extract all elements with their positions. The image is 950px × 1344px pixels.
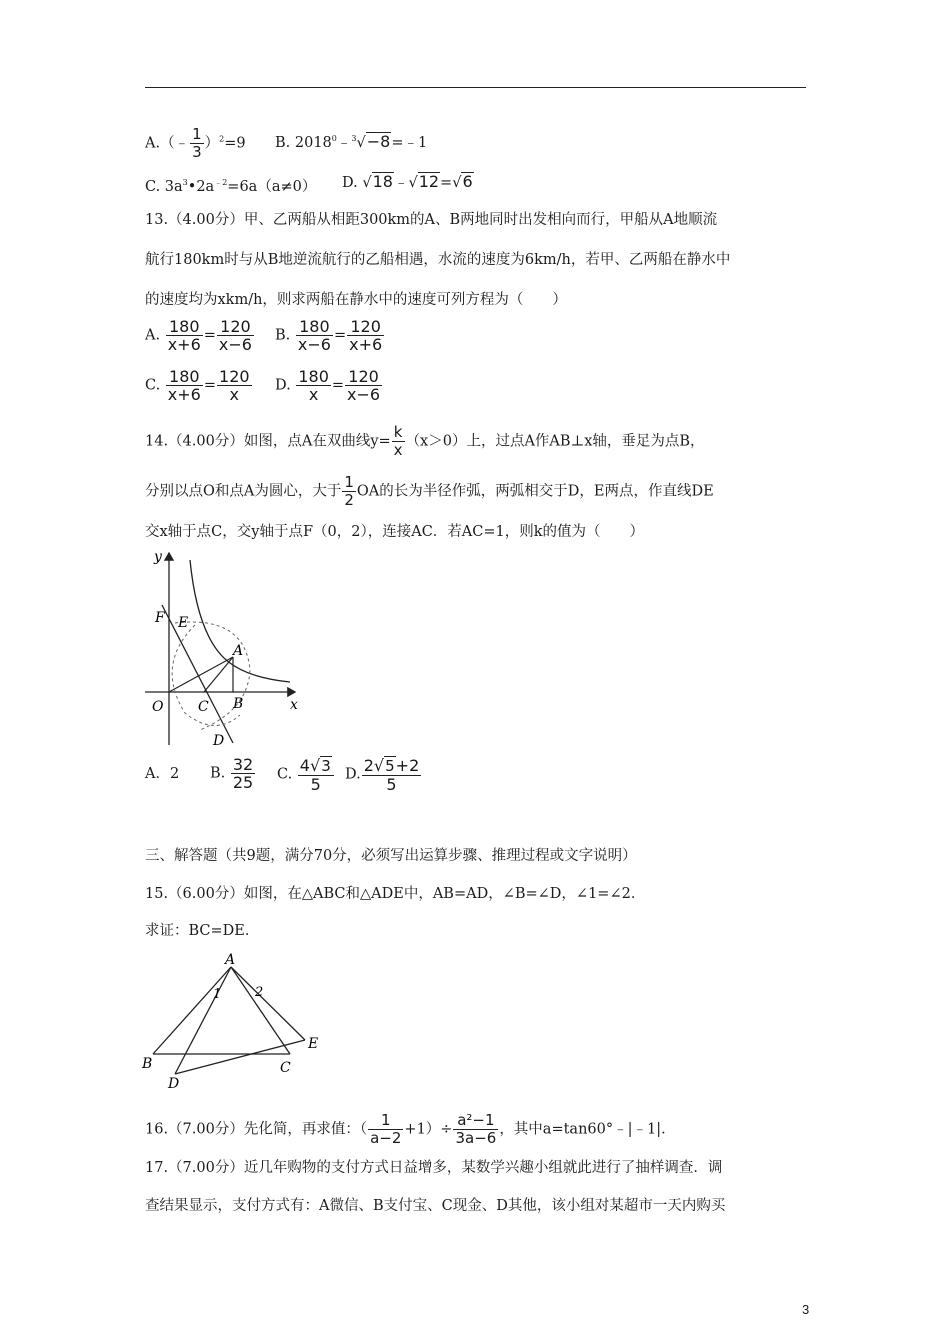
segment-ac [231,967,290,1054]
q14-line1: 14.（4.00分）如图，点A在双曲线y= $\frac{k}{x}$ （x＞0）上，过点A作AB⊥x轴，垂足为点B， [145,423,705,459]
label-a: A [233,643,244,659]
q17-line2: 查结果显示，支付方式有：A微信、B支付宝、C现金、D其他，该小组对某超市一天内购买 [145,1198,726,1214]
q13-option-a: A. $\frac{180}{x+6}$ = $\frac{120}{x-6}$ [145,317,252,354]
label-b: B [142,1056,153,1072]
label-angle-1: 1 [213,987,222,1002]
q12-option-a: A.（﹣ $\frac{1}{3}$ ）$^2$=9 [145,125,246,161]
q13-line1: 13.（4.00分）甲、乙两船从相距300km的A、B两地同时出发相向而行，甲船从A地顺流 [145,212,718,228]
hyperbola-curve [190,560,290,682]
q14-option-c: C. $\frac{4√3}{5}$ [277,756,335,793]
q14-option-d: D. $\frac{2√5+2}{5}$ [345,756,420,794]
segment-ae [231,967,305,1040]
label-e: E [178,615,189,631]
q14-figure [140,545,310,750]
q14-option-a: A．2 [145,766,180,782]
page-number: 3 [802,1302,810,1317]
q13-line2: 航行180km时与从B地逆流航行的乙船相遇，水流的速度为6km/h，若甲、乙两船在静水中 [145,252,731,268]
section-3-title: 三、解答题（共9题，满分70分，必须写出运算步骤、推理过程或文字说明） [145,848,637,864]
q15-figure [140,950,330,1090]
label-o: O [152,699,164,715]
label-c: C [280,1060,291,1076]
q14-line2: 分别以点O和点A为圆心，大于 $\frac{1}{2}$ OA的长为半径作弧，两弧相交于D，E两点，作直线DE [145,473,714,509]
label-d: D [213,733,225,749]
label-y: y [154,549,162,565]
label-f: F [155,610,165,626]
q12-option-c: C. $3a^3•2a^{﹣2}=6a(a\ne 0)$ [145,178,317,195]
q17-line1: 17.（7.00分）近几年购物的支付方式日益增多，某数学兴趣小组就此进行了抽样调查．调 [145,1160,723,1176]
label-a: A [225,952,236,968]
q13-option-c: C. $\frac{180}{x+6}$ = $\frac{120}{x}$ [145,367,250,404]
line-de [162,605,233,743]
label-d: D [168,1076,180,1090]
q14-line3: 交x轴于点C，交y轴于点F（0，2），连接AC．若AC=1，则k的值为（ ） [145,524,645,540]
q13-option-d: D. $\frac{180}{x}$ = $\frac{120}{x-6}$ [275,367,381,404]
segment-oa [169,657,233,692]
q12-option-d: D. √18﹣√12=√6 [342,172,473,191]
label-angle-2: 2 [255,985,264,1000]
q15-line1: 15.（6.00分）如图，在△ABC和△ADE中，AB=AD，∠B=∠D，∠1=∠2． [145,886,646,902]
q14-option-b: B. $\frac{32}{25}$ [210,755,254,792]
q15-line2: 求证：BC=DE． [145,923,260,939]
q13-line3: 的速度均为xkm/h，则求两船在静水中的速度可列方程为（ ） [145,292,567,308]
label-x: x [290,697,298,713]
q16-line: 16.（7.00分）先化简，再求值：（ $\frac{1}{a-2}$ +1）÷ $\frac{\text{a²−1}}{3a-6}$ ，其中a=tan60°﹣|﹣1|． [145,1111,676,1147]
q13-option-b: B. $\frac{180}{x-6}$ = $\frac{120}{x+6}$ [275,317,383,354]
segment-ca [204,657,233,692]
label-e: E [308,1036,319,1052]
label-c: C [198,699,209,715]
header-rule [145,87,806,88]
label-b: B [233,696,244,712]
q12-option-b: B. $2018^0﹣^3√-8=﹣1$ [275,131,428,151]
